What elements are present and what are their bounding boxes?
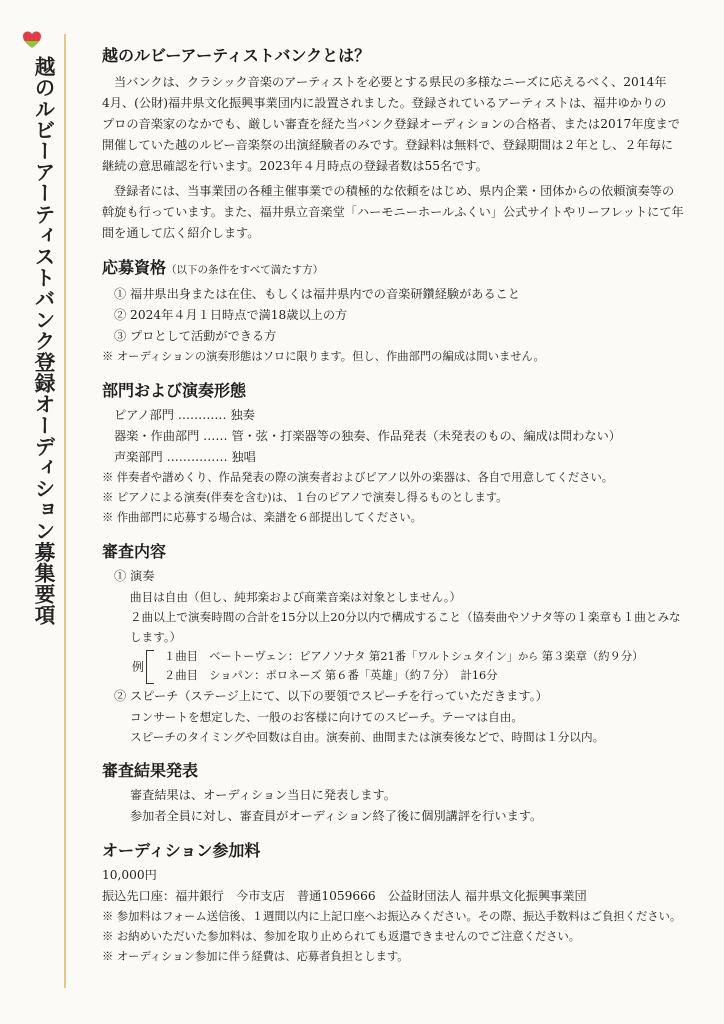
review-item-title: ② スピーチ（ステージ上にて、以下の要領でスピーチを行っていただきます。） bbox=[114, 689, 548, 703]
heading-eligibility: 応募資格（以下の条件をすべて満たす方） bbox=[102, 258, 324, 277]
text-line: 4月、(公財)福井県文化振興事業団内に設置されました。登録されているアーティストは、福井ゆかりの bbox=[102, 96, 667, 110]
example-line: ２曲目 ショパン：ポロネーズ 第６番「英雄」（約７分） 計16分 bbox=[164, 669, 498, 682]
divider-line bbox=[64, 34, 66, 988]
section-intro bbox=[102, 44, 692, 244]
fee-note: ※ お納めいただいた参加料は、参加を取り止められても返還できませんのでご注意ください。 bbox=[102, 930, 581, 943]
bracket-shape bbox=[146, 650, 154, 684]
eligibility-item: ② 2024年４月１日時点で満18歳以上の方 bbox=[114, 308, 348, 322]
results-line: 参加者全員に対し、審査員がオーディション終了後に個別講評を行います。 bbox=[130, 809, 543, 823]
side-panel bbox=[0, 0, 66, 1024]
heading-departments: 部門および演奏形態 bbox=[102, 381, 247, 400]
section-review bbox=[102, 540, 692, 747]
fee-note: ※ オーディション参加に伴う経費は、応募者負担とします。 bbox=[102, 950, 409, 963]
department-note: ※ ピアノによる演奏(伴奏を含む)は、１台のピアノで演奏し得るものとします。 bbox=[102, 491, 508, 504]
eligibility-note: ※ オーディションの演奏形態はソロに限ります。但し、作曲部門の編成は問いません。 bbox=[102, 350, 545, 363]
text-line: 継続の意思確認を行います。2023年４月時点の登録者数は55名です。 bbox=[102, 159, 488, 173]
text-line: 登録者には、当事業団の各種主催事業での積極的な依頼をはじめ、県内企業・団体からの依頼演奏等の bbox=[114, 184, 675, 198]
eligibility-item: ① 福井県出身または在住、もしくは福井県内での音楽研鑽経験があること bbox=[114, 287, 521, 301]
department-item: 声楽部門 …………… 独唱 bbox=[114, 450, 256, 464]
review-line: ２曲以上で演奏時間の合計を15分以上20分以内で構成すること（協奏曲やソナタ等の１楽章も１曲とみなします。） bbox=[130, 610, 681, 644]
review-line: 曲目は自由（但し、純邦楽および商業音楽は対象としません。） bbox=[130, 590, 462, 604]
heart-icon bbox=[22, 30, 42, 50]
text-line: 当バンクは、クラシック音楽のアーティストを必要とする県民の多様なニーズに応えるべく、2014年 bbox=[114, 75, 667, 89]
text-line: プロの音楽家のなかでも、厳しい審査を経た当バンク登録オーディションの合格者、または2017年度まで bbox=[102, 117, 680, 131]
intro-paragraph-2 bbox=[102, 181, 692, 244]
fee-amount: 10,000円 bbox=[102, 868, 157, 882]
department-note: ※ 伴奏者や譜めくり、作品発表の際の演奏者およびピアノ以外の楽器は、各自で用意してください。 bbox=[102, 471, 614, 484]
department-note: ※ 作曲部門に応募する場合は、楽譜を６部提出してください。 bbox=[102, 511, 422, 524]
vertical-title: 越のルビーアーティストバンク登録オーディション募集要項 bbox=[31, 56, 55, 626]
intro-paragraph-1 bbox=[102, 72, 692, 177]
review-line: スピーチのタイミングや回数は自由。演奏前、曲間または演奏後などで、時間は１分以内。 bbox=[130, 730, 605, 744]
section-fee bbox=[102, 839, 692, 967]
document-body bbox=[102, 44, 692, 967]
heading-results: 審査結果発表 bbox=[102, 761, 199, 780]
heading-sub: （以下の条件をすべて満たす方） bbox=[166, 264, 324, 276]
review-item-title: ① 演奏 bbox=[114, 569, 155, 583]
text-line: 間を通して広く紹介します。 bbox=[102, 226, 260, 240]
section-results bbox=[102, 759, 692, 827]
heading-fee: オーディション参加料 bbox=[102, 841, 261, 860]
text-line: 開催していた越のルビー音楽祭の出演経験者のみです。登録料は無料で、登録期間は２年とし、２年毎に bbox=[102, 138, 674, 152]
department-item: ピアノ部門 ………… 独奏 bbox=[114, 408, 255, 422]
section-eligibility bbox=[102, 256, 692, 367]
example-line: １曲目 ベートーヴェン：ピアノソナタ 第21番「ワルトシュタイン」から 第３楽章（約９分） bbox=[164, 650, 644, 663]
department-item: 器楽・作曲部門 …… 管・弦・打楽器等の独奏、作品発表（未発表のもの、編成は問わない） bbox=[114, 429, 621, 443]
heading-review: 審査内容 bbox=[102, 542, 167, 561]
text-line: 斡旋も行っています。また、福井県立音楽堂「ハーモニーホールふくい」公式サイトやリーフレットにて年 bbox=[102, 205, 684, 219]
results-line: 審査結果は、オーディション当日に発表します。 bbox=[130, 788, 396, 802]
example-label: 例 bbox=[132, 660, 145, 674]
section-departments bbox=[102, 379, 692, 528]
eligibility-item: ③ プロとして活動ができる方 bbox=[114, 329, 277, 343]
heading-intro: 越のルビーアーティストバンクとは？ bbox=[102, 46, 371, 65]
fee-note: ※ 参加料はフォーム送信後、１週間以内に上記口座へお振込みください。その際、振込手数料はご負担ください。 bbox=[102, 910, 682, 923]
example-block bbox=[102, 648, 692, 685]
review-line: コンサートを想定した、一般のお客様に向けてのスピーチ。テーマは自由。 bbox=[130, 710, 523, 724]
fee-account: 振込先口座：福井銀行 今市支店 普通1059666 公益財団法人 福井県文化振興事業団 bbox=[102, 889, 587, 903]
